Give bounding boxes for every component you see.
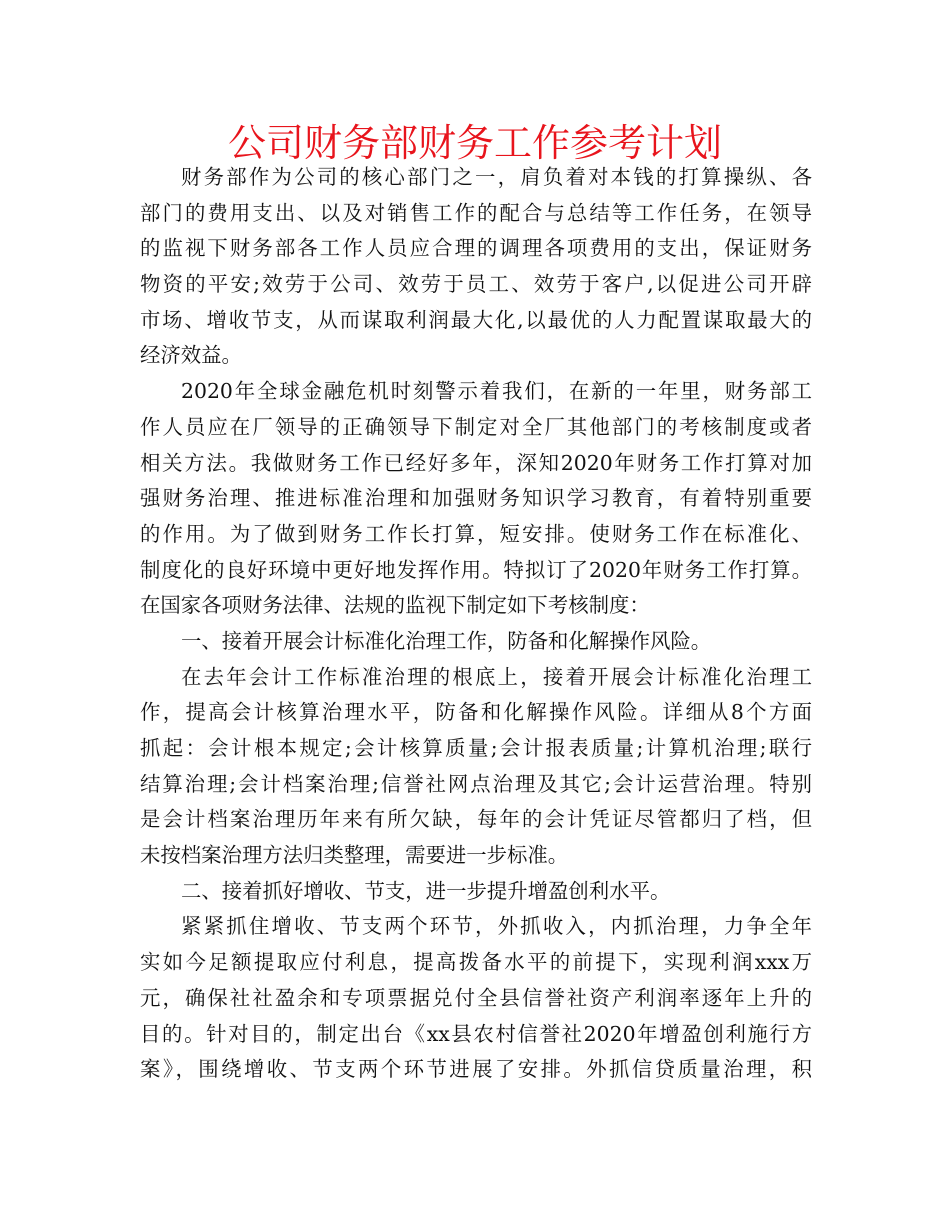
text-line: 二、接着抓好增收、节支，进一步提升增盈创利水平。: [181, 878, 671, 903]
text-line: 财务部作为公司的核心部门之一，肩负着对本钱的打算操纵、各: [181, 165, 812, 189]
text-line: 目的。针对目的，制定出台《xx县农村信誉社2020年增盈创利施行方: [140, 1021, 812, 1046]
text-line: 部门的费用支出、以及对销售工作的配合与总结等工作任务，在领导: [140, 200, 812, 225]
text-line: 紧紧抓住增收、节支两个环节，外抓收入，内抓治理，力争全年: [181, 914, 812, 939]
text-line: 结算治理;会计档案治理;信誉社网点治理及其它;会计运营治理。特别: [140, 771, 812, 796]
section-heading-1: [140, 624, 812, 660]
paragraph-4: [140, 909, 812, 1087]
text-line: 作人员应在厂领导的正确领导下制定对全厂其他部门的考核制度或者: [140, 414, 812, 439]
text-line: 市场、增收节支，从而谋取利润最大化,以最优的人力配置谋取最大的: [140, 307, 812, 332]
text-line: 相关方法。我做财务工作已经好多年，深知2020年财务工作打算对加: [140, 450, 812, 475]
text-line: 抓起：会计根本规定;会计核算质量;会计报表质量;计算机治理;联行: [140, 736, 812, 760]
text-line: 在去年会计工作标准治理的根底上，接着开展会计标准化治理工: [181, 664, 812, 689]
text-line: 的监视下财务部各工作人员应合理的调理各项费用的支出，保证财务: [140, 236, 812, 261]
text-line: 元，确保社社盈余和专项票据兑付全县信誉社资产利润率逐年上升的: [140, 985, 812, 1010]
text-line: 的作用。为了做到财务工作长打算，短安排。使财务工作在标准化、: [140, 521, 812, 546]
text-line: 强财务治理、推进标准治理和加强财务知识学习教育，有着特别重要: [140, 486, 812, 511]
paragraph-1: [140, 160, 812, 374]
text-line: 案》，围绕增收、节支两个环节进展了安排。外抓信贷质量治理，积: [140, 1057, 812, 1082]
text-line: 未按档案治理方法归类整理，需要进一步标准。: [140, 843, 569, 868]
text-line: 制度化的良好环境中更好地发挥作用。特拟订了2020年财务工作打算。: [140, 557, 812, 582]
text-line: 实如今足额提取应付利息，提高拨备水平的前提下，实现利润xxx万: [140, 950, 812, 975]
document-body: [140, 160, 812, 1088]
document-title: 公司财务部财务工作参考计划: [227, 121, 722, 165]
text-line: 物资的平安;效劳于公司、效劳于员工、效劳于客户,以促进公司开辟: [140, 272, 812, 297]
text-line: 一、接着开展会计标准化治理工作，防备和化解操作风险。: [181, 628, 712, 653]
text-line: 是会计档案治理历年来有所欠缺，每年的会计凭证尽管都归了档，但: [140, 807, 812, 832]
text-line: 经济效益。: [140, 343, 242, 368]
text-line: 作，提高会计核算治理水平，防备和化解操作风险。详细从8个方面: [140, 700, 812, 725]
paragraph-3: [140, 660, 812, 874]
section-heading-2: [140, 874, 812, 910]
paragraph-2: [140, 374, 812, 624]
text-line: 在国家各项财务法律、法规的监视下制定如下考核制度：: [140, 593, 650, 618]
text-line: 2020年全球金融危机时刻警示着我们，在新的一年里，财务部工: [181, 379, 812, 404]
